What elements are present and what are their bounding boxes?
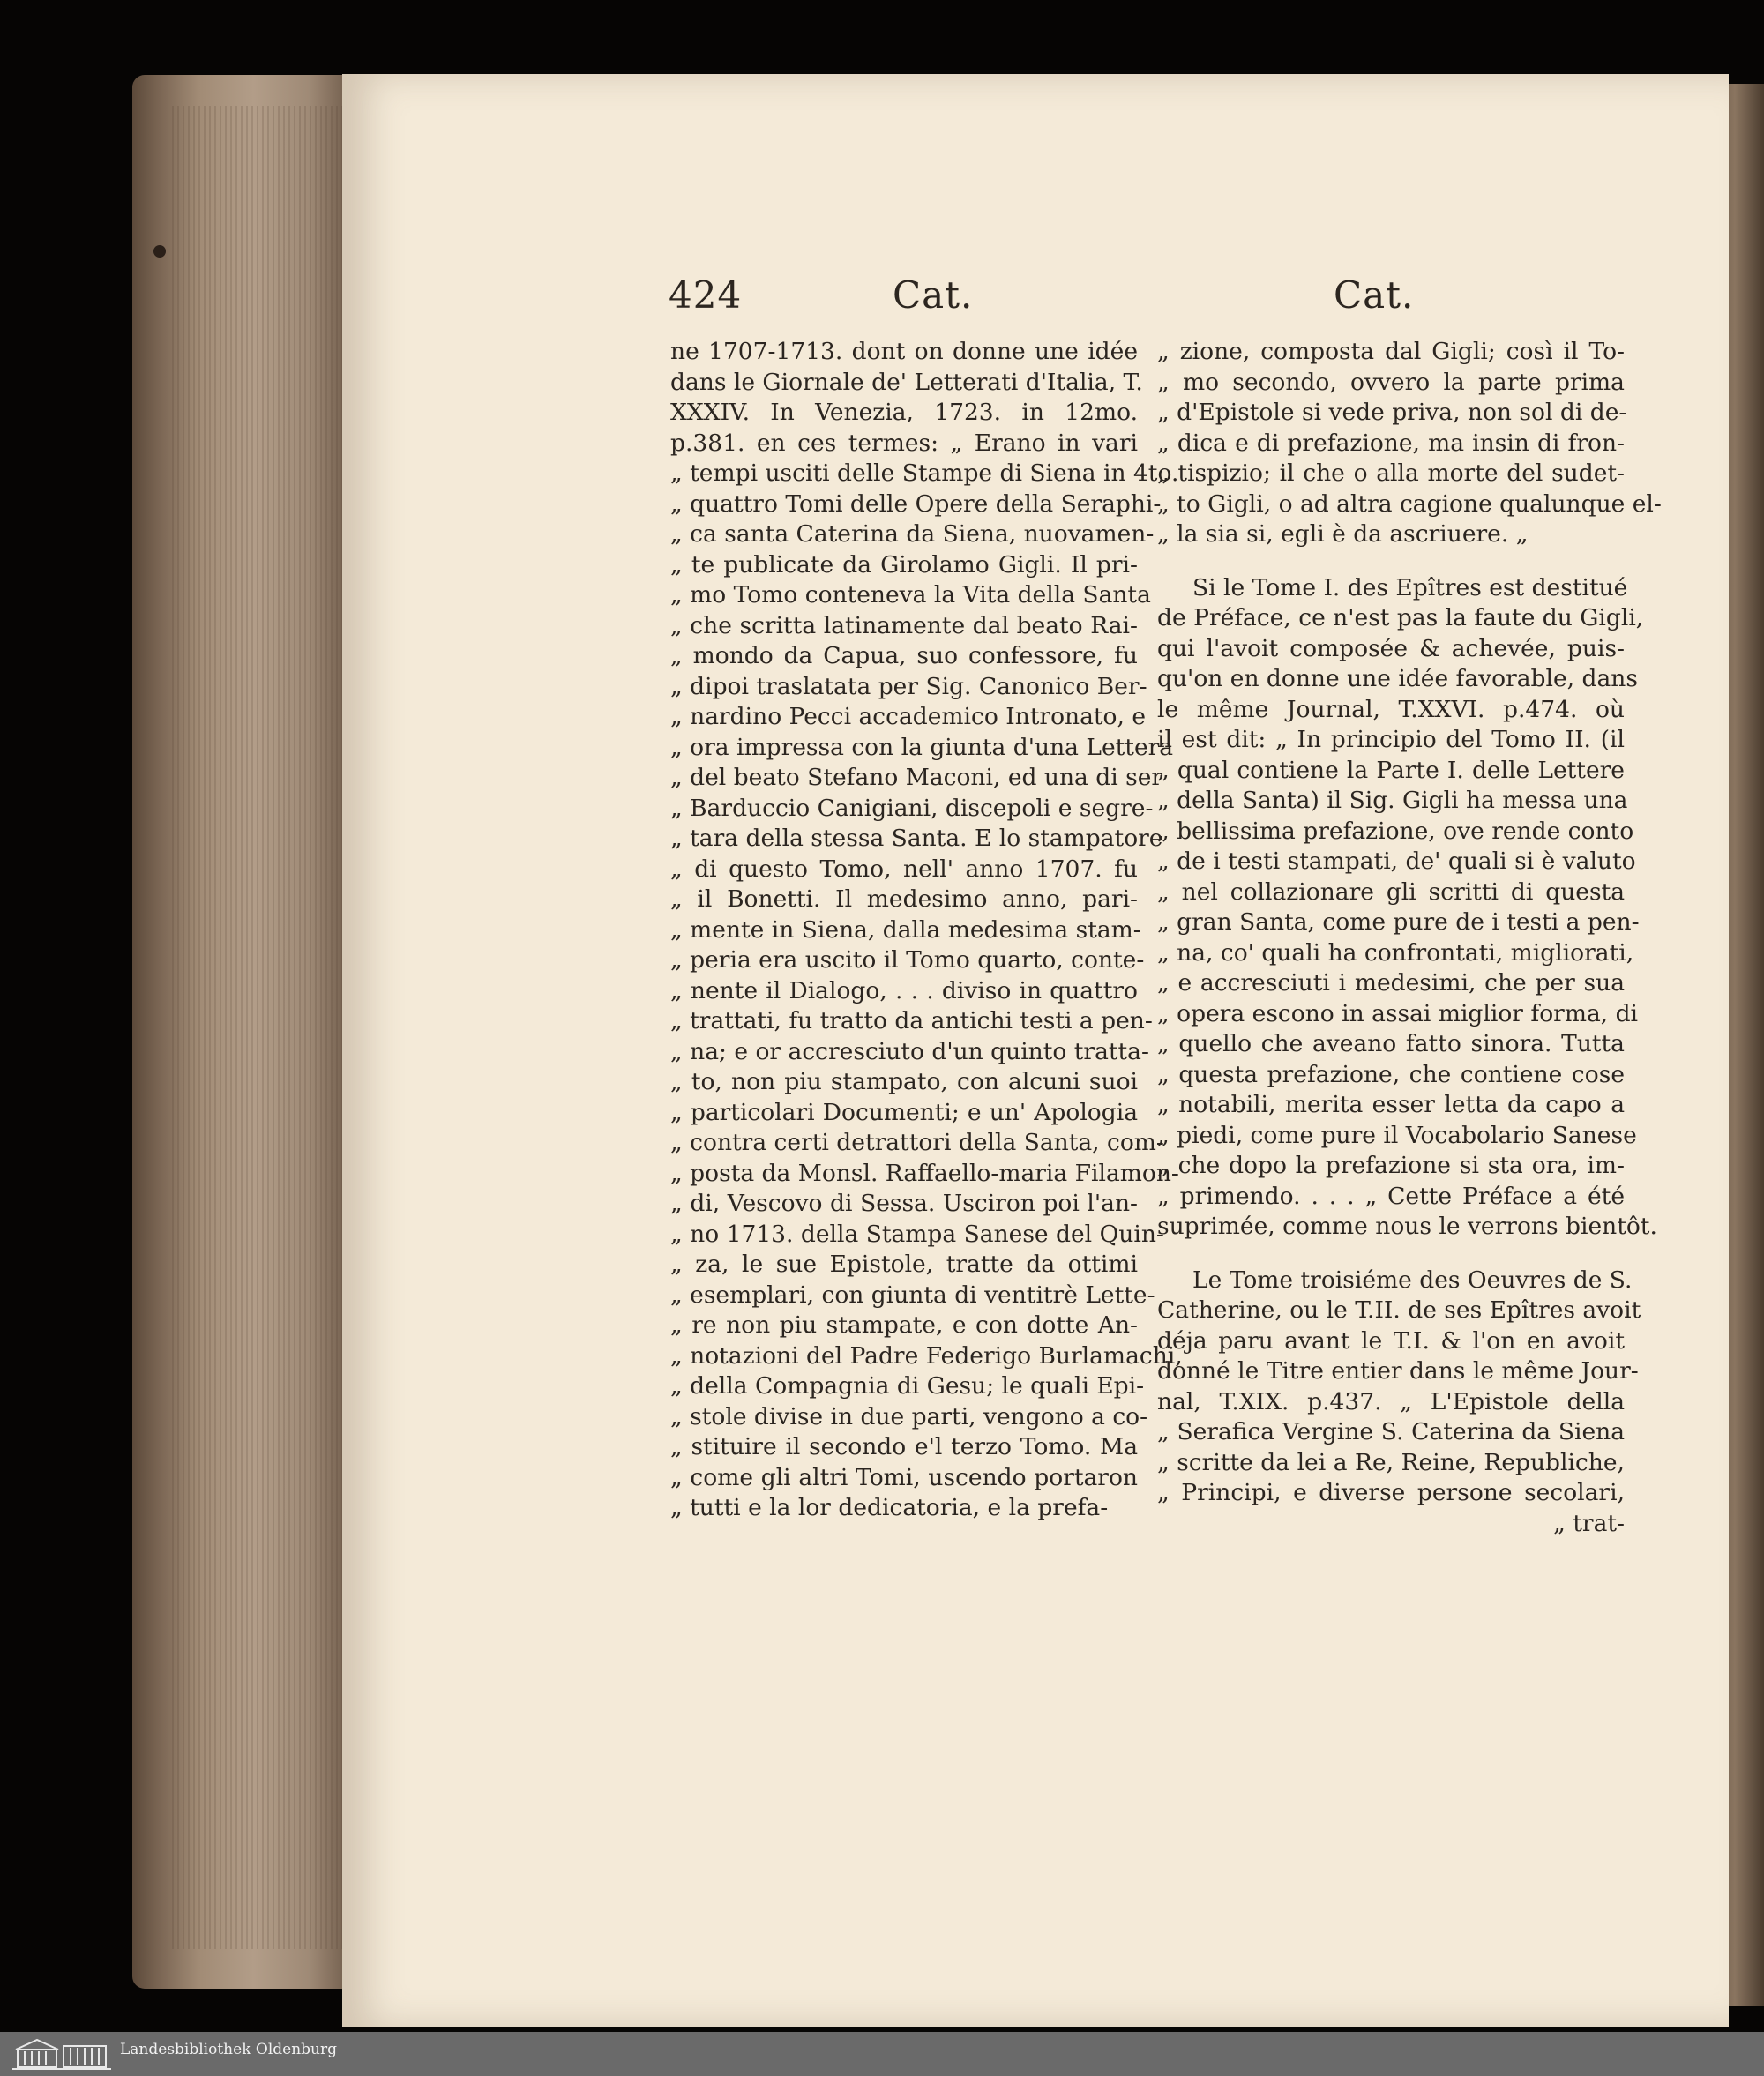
text-line: „ tempi usciti delle Stampe di Siena in 4to. — [670, 459, 1179, 487]
text-line: „ di questo Tomo, nell' anno 1707. fu — [670, 855, 1138, 883]
text-line: „ mo Tomo conteneva la Vita della Santa — [670, 581, 1151, 609]
text-line: suprimée, comme nous le verrons bientôt. — [1157, 1213, 1657, 1240]
text-line: „ qual contiene la Parte I. delle Lettere — [1157, 756, 1625, 784]
text-line: „ re non piu stampate, e con dotte An- — [670, 1311, 1138, 1339]
text-line: „ che dopo la prefazione si sta ora, im- — [1157, 1152, 1625, 1179]
text-line: „ di, Vescovo di Sessa. Usciron poi l'an- — [670, 1190, 1138, 1217]
text-line: nal, T.XIX. p.437. „ L'Epistole della — [1157, 1387, 1625, 1415]
text-line: „ mente in Siena, dalla medesima stam- — [670, 915, 1141, 944]
text-line: „ come gli altri Tomi, uscendo portaron — [670, 1463, 1138, 1491]
text-line: „ Principi, e diverse persone secolari, — [1157, 1479, 1625, 1506]
text-line: „ de i testi stampati, de' quali si è valuto — [1157, 848, 1636, 875]
left-text-column — [670, 337, 1183, 1524]
text-line: il est dit: „ In principio del Tomo II. (il — [1157, 726, 1625, 753]
text-line: „ questa prefazione, che contiene cose — [1157, 1060, 1625, 1088]
running-header-right: Cat. — [1334, 273, 1415, 317]
text-line: XXXIV. In Venezia, 1723. in 12mo. — [670, 399, 1138, 426]
text-line: „ Barduccio Canigiani, discepoli e segre- — [670, 794, 1154, 822]
text-line: „ la sia si, egli è da ascriuere. „ — [1157, 520, 1529, 548]
text-line: „ stole divise in due parti, vengono a co- — [670, 1402, 1148, 1430]
text-line: „ tispizio; il che o alla morte del sudet- — [1157, 459, 1625, 487]
text-line: Le Tome troisiéme des Oeuvres de S. — [1192, 1266, 1633, 1294]
text-line: „ notabili, merita esser letta da capo a — [1157, 1091, 1625, 1118]
text-line: „ nel collazionare gli scritti di questa — [1157, 877, 1625, 906]
text-line: „ gran Santa, come pure de i testi a pen- — [1157, 908, 1640, 936]
text-line: „ ora impressa con la giunta d'una Lettera — [670, 733, 1174, 761]
footer-label: Landesbibliothek Oldenburg — [120, 2041, 338, 2058]
text-line: „ opera escono in assai miglior forma, di — [1157, 999, 1639, 1027]
text-line: „ scritte da lei a Re, Reine, Republiche, — [1157, 1448, 1625, 1476]
text-line: „ te publicate da Girolamo Gigli. Il pri- — [670, 550, 1138, 579]
text-line: p.381. en ces termes: „ Erano in vari — [670, 429, 1138, 457]
text-line: „ che scritta latinamente dal beato Rai- — [670, 611, 1138, 639]
text-line: „ quattro Tomi delle Opere della Seraphi- — [670, 489, 1162, 518]
text-line: „ trattati, fu tratto da antichi testi a pen- — [670, 1007, 1153, 1034]
text-line: „ del beato Stefano Maconi, ed una di ser — [670, 764, 1163, 791]
text-line: „ na; e or accresciuto d'un quinto tratta- — [670, 1037, 1149, 1065]
text-line: „ piedi, come pure il Vocabolario Sanese — [1157, 1121, 1637, 1149]
text-line: „ della Santa) il Sig. Gigli ha messa una — [1157, 787, 1628, 814]
text-line: qu'on en donne une idée favorable, dans — [1157, 665, 1638, 692]
text-line: „ no 1713. della Stampa Sanese del Quin- — [670, 1220, 1164, 1248]
text-line: de Préface, ce n'est pas la faute du Gigli, — [1157, 604, 1644, 631]
text-line: „ quello che aveano fatto sinora. Tutta — [1157, 1030, 1625, 1057]
text-line: „ dica e di prefazione, ma insin di fron- — [1157, 429, 1625, 457]
text-line: „ nardino Pecci accademico Intronato, e — [670, 703, 1147, 730]
book-page-edge-lines — [172, 106, 344, 1949]
text-line: „ contra certi detrattori della Santa, com- — [670, 1129, 1164, 1156]
text-line: „ il Bonetti. Il medesimo anno, pari- — [670, 885, 1138, 913]
text-line: „ to Gigli, o ad altra cagione qualunque el- — [1157, 489, 1662, 518]
text-line: „ trat- — [1553, 1509, 1625, 1537]
text-line: „ particolari Documenti; e un' Apologia — [670, 1098, 1138, 1126]
text-line: le même Journal, T.XXVI. p.474. où — [1157, 695, 1625, 723]
text-line: „ d'Epistole si vede priva, non sol di de- — [1157, 399, 1627, 426]
text-line: „ esemplari, con giunta di ventitrè Lette- — [670, 1281, 1155, 1309]
text-line: „ bellissima prefazione, ove rende conto — [1157, 817, 1634, 845]
text-line: „ e accresciuti i medesimi, che per sua — [1157, 969, 1625, 997]
text-line: „ ca santa Caterina da Siena, nuovamen- — [670, 520, 1155, 548]
text-line: „ dipoi traslatata per Sig. Canonico Ber- — [670, 672, 1147, 700]
text-line: „ mo secondo, ovvero la parte prima — [1157, 368, 1625, 396]
text-line: Catherine, ou le T.II. de ses Epîtres avoit — [1157, 1296, 1641, 1324]
text-line: dans le Giornale de' Letterati d'Italia, T. — [670, 368, 1143, 396]
text-line: „ tutti e la lor dedicatoria, e la prefa- — [670, 1494, 1109, 1521]
text-line: déja paru avant le T.I. & l'on en avoit — [1157, 1326, 1625, 1355]
text-line: „ na, co' quali ha confrontati, migliorati, — [1157, 938, 1634, 967]
text-line: „ posta da Monsl. Raffaello-maria Filamon- — [670, 1159, 1179, 1187]
text-line: „ Serafica Vergine S. Caterina da Siena — [1157, 1418, 1625, 1445]
text-line: donné le Titre entier dans le même Jour- — [1157, 1357, 1639, 1385]
text-line: „ della Compagnia di Gesu; le quali Epi- — [670, 1372, 1145, 1400]
text-line: „ tara della stessa Santa. E lo stampatore — [670, 825, 1163, 852]
text-line: „ nente il Dialogo, . . . diviso in quattro — [670, 976, 1138, 1004]
text-line: „ primendo. . . . „ Cette Préface a été — [1157, 1182, 1625, 1210]
running-header-left: Cat. — [893, 273, 974, 317]
text-line: qui l'avoit composée & achevée, puis- — [1157, 634, 1625, 662]
text-line: „ peria era uscito il Tomo quarto, conte- — [670, 946, 1145, 974]
text-line: „ stituire il secondo e'l terzo Tomo. Ma — [670, 1433, 1138, 1460]
text-line: ne 1707-1713. dont on donne une idée — [670, 338, 1138, 365]
text-line: „ notazioni del Padre Federigo Burlamachi, — [670, 1341, 1183, 1370]
text-line: „ mondo da Capua, suo confessore, fu — [670, 642, 1138, 669]
library-logo-icon — [12, 2037, 111, 2071]
right-text-column — [1157, 337, 1662, 1539]
page-number: 424 — [669, 273, 743, 317]
text-line: „ za, le sue Epistole, tratte da ottimi — [670, 1251, 1138, 1278]
binding-hole — [153, 245, 166, 258]
text-line: „ zione, composta dal Gigli; così il To- — [1157, 338, 1625, 365]
text-line: „ to, non piu stampato, con alcuni suoi — [670, 1068, 1138, 1095]
text-line: Si le Tome I. des Epîtres est destitué — [1192, 573, 1628, 601]
